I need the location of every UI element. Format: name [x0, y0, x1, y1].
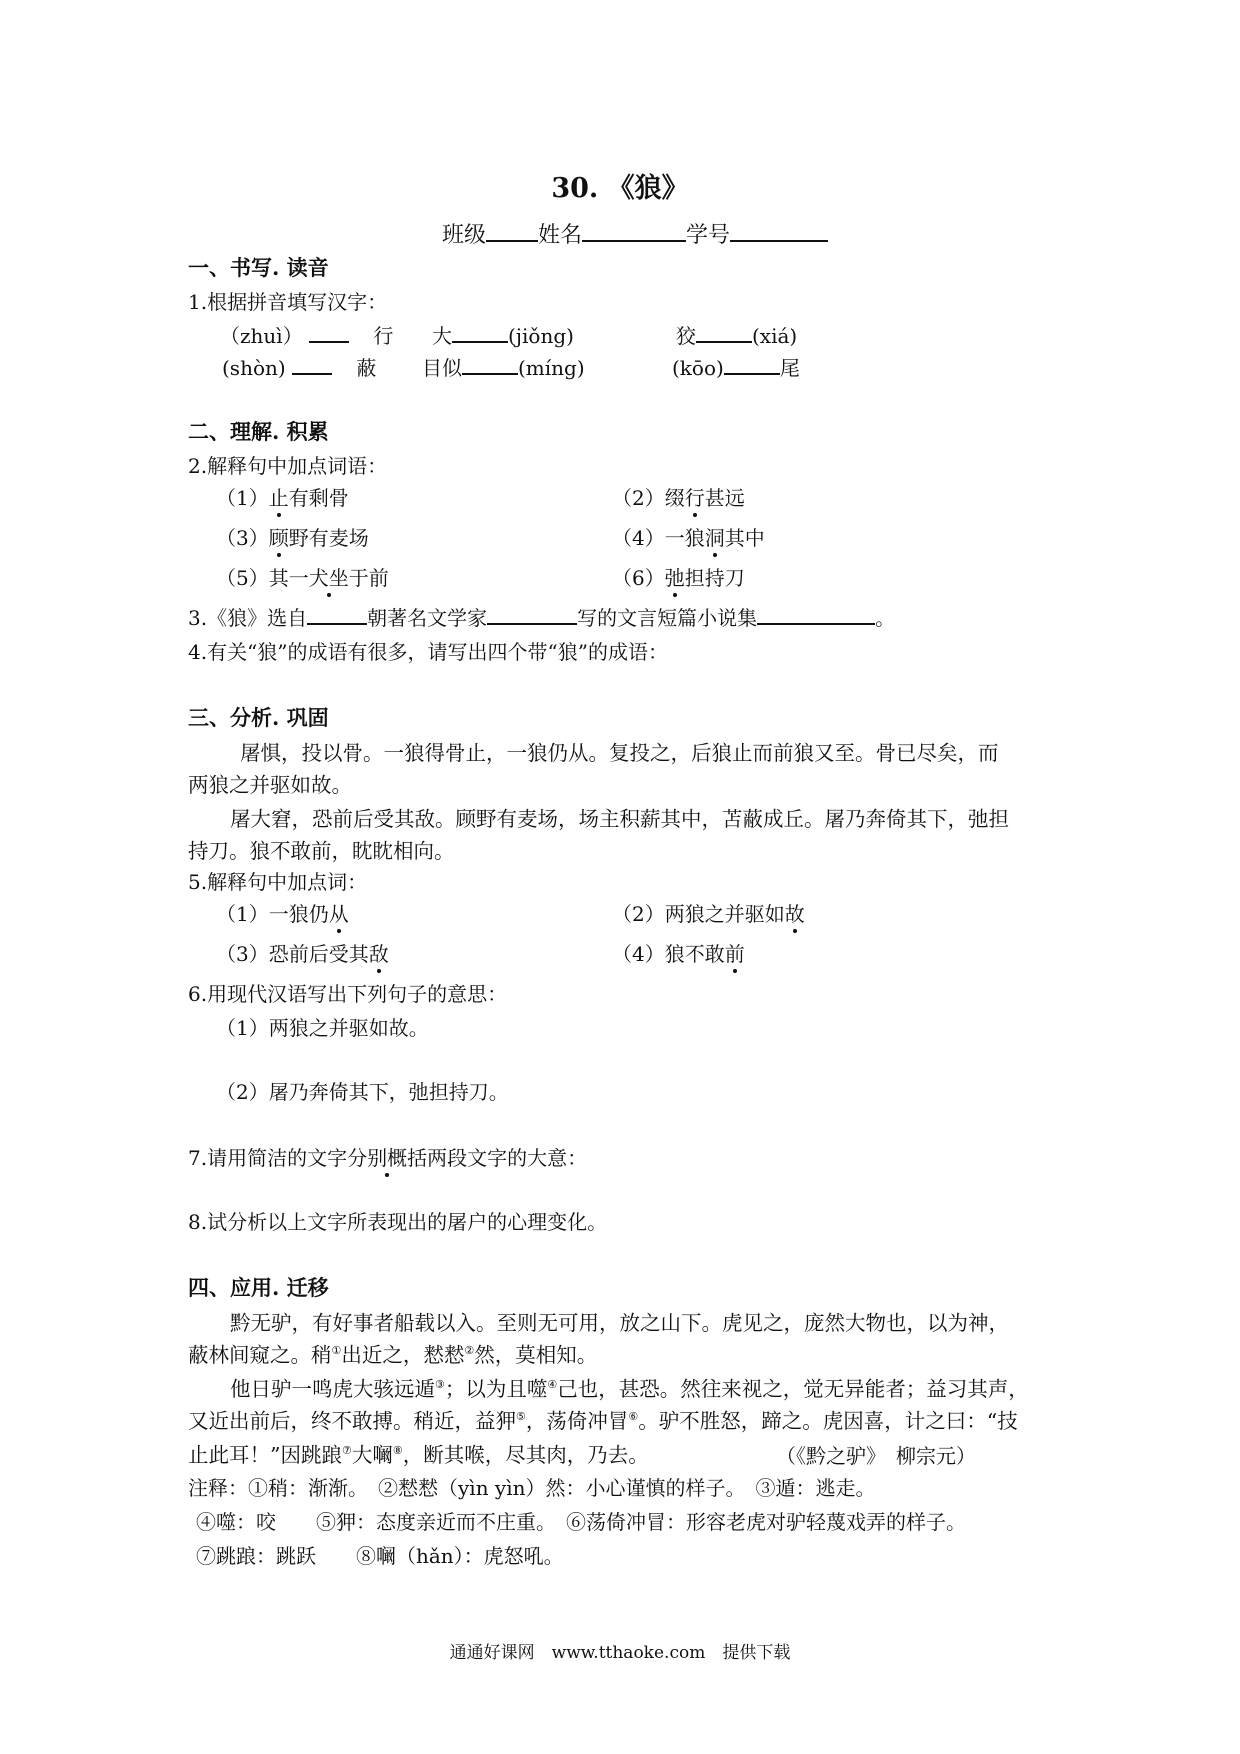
passage2-line1: 屠大窘，恐前后受其敌。顾野有麦场，场主积薪其中，苫蔽成丘。屠乃奔倚其下，弛担: [230, 807, 1009, 831]
q1-row2-item1: [222, 352, 376, 381]
item-text: 担持刀: [684, 566, 745, 590]
q3-text: 写的文言短篇小说集: [577, 606, 758, 630]
item-number: （3）: [216, 942, 269, 966]
class-blank[interactable]: [486, 220, 538, 242]
text: 他日驴一鸣虎大骇远遁: [230, 1377, 435, 1401]
dotted-word: 止: [269, 482, 289, 511]
footnote-mark: ⑥: [628, 1410, 639, 1424]
q2-item-5: [216, 562, 389, 591]
passage3-line2: [188, 1338, 597, 1368]
q3-text: 朝著名文学家: [367, 606, 488, 630]
q2-item-1: [216, 482, 349, 511]
text: 然，莫相知。: [474, 1343, 598, 1367]
dotted-word: 洞: [705, 522, 725, 551]
footnote-mark: ②: [464, 1344, 475, 1358]
footnote-mark: ⑦: [341, 1444, 352, 1458]
pinyin: （zhuì）: [220, 324, 303, 348]
pinyin: (xiá): [752, 324, 798, 348]
q5-item-3: [216, 938, 389, 967]
name-label: 姓名: [538, 223, 583, 248]
number-blank[interactable]: [730, 220, 828, 242]
item-number: （4）: [612, 942, 665, 966]
q3-text: 3.《狼》选自: [188, 606, 308, 630]
answer-blank[interactable]: [462, 353, 518, 375]
text: 。驴不胜怒，蹄之。虎因喜，计之曰：“技: [638, 1409, 1018, 1433]
q1-row2-item3: [672, 352, 800, 381]
class-label: 班级: [442, 223, 487, 248]
dotted-word: 弛: [665, 562, 685, 591]
item-number: （5）: [216, 566, 269, 590]
item-text: 一狼: [664, 526, 705, 550]
q5-item-2: [612, 898, 805, 927]
answer-blank[interactable]: [309, 321, 349, 343]
question-6: 6.用现代汉语写出下列句子的意思：: [188, 982, 508, 1006]
item-text: 恐前后受其: [268, 942, 369, 966]
dotted-word: 行: [685, 482, 705, 511]
dotted-word: 前: [725, 938, 745, 967]
footer-credit: 通通好课网 www.tthaoke.com 提供下载: [449, 1643, 791, 1663]
item-text: 其中: [724, 526, 765, 550]
item-number: （3）: [216, 526, 269, 550]
page-title: 30. 《狼》: [551, 173, 689, 204]
q2-item-2: [612, 482, 745, 511]
text: 己也，甚恐。然往来视之，觉无异能者；益习其声，: [557, 1377, 1029, 1401]
dotted-word: 分别概括: [347, 1142, 427, 1171]
text: ，荡倚冲冒: [525, 1409, 629, 1433]
pinyin: (kōo): [672, 356, 724, 380]
passage3-line1: 黔无驴，有好事者船载以入。至则无可用，放之山下。虎见之，庞然大物也，以为神，: [230, 1311, 1009, 1335]
collection-blank[interactable]: [757, 603, 875, 625]
author-blank[interactable]: [487, 603, 577, 625]
item-number: （1）: [216, 902, 269, 926]
passage3-line5: [188, 1438, 649, 1468]
question-7: [188, 1142, 587, 1171]
question-2: 2.解释句中加点词语：: [188, 454, 388, 478]
number-label: 学号: [686, 223, 731, 248]
question-4: 4.有关“狼”的成语有很多，请写出四个带“狼”的成语：: [188, 640, 668, 664]
q2-item-6: [612, 562, 745, 591]
notes-line2: ④噬：咬 ⑤狎：态度亲近而不庄重。 ⑥荡倚冲冒：形容老虎对驴轻蔑戏弄的样子。: [196, 1510, 966, 1534]
answer-blank[interactable]: [452, 321, 508, 343]
text: 出近之，慭慭: [341, 1343, 465, 1367]
char: 行: [373, 324, 394, 348]
item-text: 甚远: [704, 486, 745, 510]
passage3-line4: [188, 1404, 1018, 1434]
notes-line3: ⑦跳踉：跳跃 ⑧㘎（hǎn）：虎怒吼。: [196, 1544, 564, 1568]
dotted-word: 顾: [269, 522, 289, 551]
dotted-word: 敌: [369, 938, 389, 967]
q1-row2-item2: [422, 352, 585, 381]
text: 大㘎: [351, 1443, 393, 1467]
text: 止此耳！”因跳踉: [188, 1443, 342, 1467]
footnote-mark: ⑤: [516, 1410, 526, 1424]
char: 尾: [779, 356, 800, 380]
item-number: （2）: [612, 486, 665, 510]
char: 目似: [422, 356, 462, 380]
q3-text: 。: [875, 606, 896, 630]
dotted-word: 故: [785, 898, 805, 927]
footnote-mark: ①: [331, 1344, 342, 1358]
section1-heading: 一、书写. 读音: [188, 255, 329, 280]
item-text: 缀: [664, 486, 685, 510]
q7-text: 两段文字的大意：: [427, 1146, 588, 1170]
footnote-mark: ③: [435, 1378, 445, 1392]
answer-blank[interactable]: [724, 353, 780, 375]
footnote-mark: ⑧: [392, 1444, 403, 1458]
q1-row1-item2: [432, 320, 574, 349]
item-number: （6）: [612, 566, 665, 590]
dotted-word: 从: [329, 898, 349, 927]
section4-heading: 四、应用. 迁移: [188, 1275, 329, 1300]
item-number: （4）: [612, 526, 665, 550]
section2-heading: 二、理解. 积累: [188, 419, 329, 444]
item-text: 两狼之并驱如: [664, 902, 785, 926]
text: ，断其喉，尽其肉，乃去。: [402, 1443, 649, 1467]
char: 大: [432, 324, 452, 348]
pinyin: (míng): [518, 356, 585, 380]
q1-row1-item3: [676, 320, 797, 349]
passage3-line3: [230, 1372, 1029, 1402]
name-blank[interactable]: [582, 220, 686, 242]
q5-item-4: [612, 938, 745, 967]
answer-blank[interactable]: [696, 321, 752, 343]
answer-blank[interactable]: [292, 353, 332, 375]
item-text: 有剩骨: [288, 486, 349, 510]
q2-item-4: [612, 522, 765, 551]
item-text: 其一: [268, 566, 309, 590]
pinyin: (shòn): [222, 356, 286, 380]
text: ；以为且噬: [444, 1377, 548, 1401]
section3-heading: 三、分析. 巩固: [188, 705, 329, 730]
dynasty-blank[interactable]: [307, 603, 367, 625]
pinyin: (jiǒng): [508, 324, 574, 348]
item-text: 一狼仍: [268, 902, 329, 926]
dotted-word: 犬坐: [309, 562, 349, 591]
q1-row1-item1: [220, 320, 393, 349]
q6-sentence-1: （1）两狼之并驱如故。: [216, 1016, 429, 1040]
item-number: （1）: [216, 486, 269, 510]
passage1-line1: 屠惧，投以骨。一狼得骨止，一狼仍从。复投之，后狼止而前狼又至。骨已尽矣，而: [240, 741, 999, 765]
q5-item-1: [216, 898, 349, 927]
question-8: 8.试分析以上文字所表现出的屠户的心理变化。: [188, 1210, 608, 1234]
item-text: 野有麦场: [288, 526, 369, 550]
text: 蔽林间窥之。稍: [188, 1343, 332, 1367]
passage2-line2: 持刀。狼不敢前，眈眈相向。: [188, 839, 455, 863]
item-text: 于前: [348, 566, 389, 590]
question-3: [188, 602, 895, 631]
q7-text: 7.请用简洁的文字: [188, 1146, 348, 1170]
text: 又近出前后，终不敢搏。稍近，益狎: [188, 1409, 516, 1433]
q2-item-3: [216, 522, 369, 551]
item-number: （2）: [612, 902, 665, 926]
char: 狡: [676, 324, 696, 348]
notes-line1: 注释：①稍：渐渐。 ②慭慭（yìn yìn）然：小心谨慎的样子。 ③遁：逃走。: [188, 1476, 876, 1500]
question-1: 1.根据拼音填写汉字：: [188, 290, 388, 314]
footnote-mark: ④: [547, 1378, 558, 1392]
item-text: 狼不敢: [664, 942, 725, 966]
char: 蔽: [356, 356, 377, 380]
passage1-line2: 两狼之并驱如故。: [188, 773, 352, 797]
q6-sentence-2: （2）屠乃奔倚其下，弛担持刀。: [216, 1080, 509, 1104]
student-info-line: [442, 218, 828, 249]
question-5: 5.解释句中加点词：: [188, 870, 368, 894]
passage-source: （《黔之驴》 柳宗元）: [776, 1444, 976, 1468]
